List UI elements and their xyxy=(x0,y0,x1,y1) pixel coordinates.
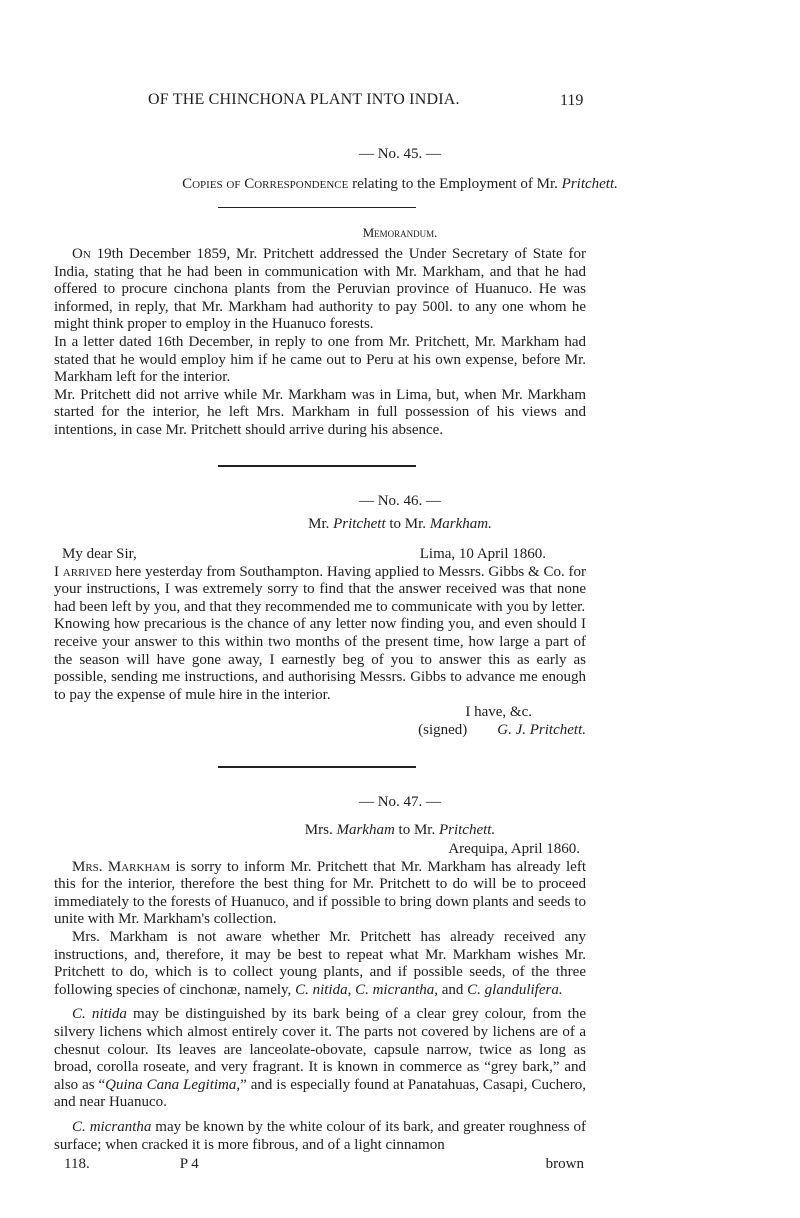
catchword: brown xyxy=(545,1156,584,1172)
section-number-46: — No. 46. — xyxy=(358,493,442,509)
page-footer xyxy=(64,1156,584,1174)
letter-title-46 xyxy=(0,516,800,534)
title-text: Mr. xyxy=(308,516,334,532)
paragraph-text: is sorry to inform Mr. Pritchett that Mr. Markham has already left this for the interior, therefore the best thing for Mr. Pritchett to do will be to proceed immediately to the forests of Huanuco, and if possible to bring down plants and seeds to unite with Mr. Markham's collection. xyxy=(54,858,586,928)
paragraph-lead: Mrs. Markham xyxy=(72,858,171,875)
section-number-45: — No. 45. — xyxy=(358,146,442,162)
title-name: Markham xyxy=(336,822,395,838)
species-name: C. nitida xyxy=(72,1006,127,1023)
section-caption-45 xyxy=(0,176,800,194)
paragraph-text: here yesterday from Southampton. Having applied to Messrs. Gibbs & Co. for your instructions, I was extremely sorry to find that the answer received was that none had been left by you, and that they recommended me to communicate with you by letter. xyxy=(54,563,586,615)
paragraph-lead: On xyxy=(72,246,91,262)
paragraph-text: 19th December 1859, Mr. Pritchett addressed the Under Secretary of State for India, stating that he had been in communication with Mr. Markham, and that he had offered to procure cinchona plants from the Peruvian province of Huanuco. He was informed, in reply, that Mr. Markham had authority to pay 500l. to any one whom he might think proper to employ in the Huanuco forests. xyxy=(54,246,586,333)
separator: , xyxy=(347,981,356,998)
paragraph-text: may be known by the white colour of its bark, and greater roughness of surface; when cracked it is more fibrous, and of a light cinnamon xyxy=(54,1118,586,1153)
place-date: Lima, 10 April 1860. xyxy=(419,546,546,562)
species-name: C. micrantha xyxy=(355,981,435,998)
caption-small-caps: Copies of Correspondence xyxy=(182,176,349,192)
caption-name: Pritchett. xyxy=(561,176,618,192)
memorandum-body xyxy=(54,246,586,440)
species-name: C. nitida xyxy=(295,981,348,998)
title-text: to Mr. xyxy=(394,822,439,838)
caption-text: relating to the Employment of Mr. xyxy=(348,176,562,192)
letter-47-body xyxy=(54,841,586,1154)
paragraph: Mr. Pritchett did not arrive while Mr. Markham was in Lima, but, when Mr. Markham started for the interior, he left Mrs. Markham in full possession of his views and intentions, in case Mr. Pritchett should arrive during his absence. xyxy=(54,386,586,438)
salutation: My dear Sir, xyxy=(62,546,137,562)
title-text: to Mr. xyxy=(385,516,430,532)
divider-rule xyxy=(218,207,416,208)
title-name: Markham. xyxy=(429,516,492,532)
paragraph-lead: I arrived xyxy=(54,563,112,580)
signed-label: (signed) xyxy=(418,721,468,738)
salutation-row xyxy=(54,546,586,564)
paragraph xyxy=(54,929,586,999)
page-number: 119 xyxy=(560,92,584,109)
title-name: Pritchett xyxy=(333,516,386,532)
separator: , and xyxy=(434,981,468,998)
running-title: OF THE CHINCHONA PLANT INTO INDIA. xyxy=(148,91,460,108)
paragraph: In a letter dated 16th December, in reply to one from Mr. Pritchett, Mr. Markham had stated that he would employ him if he came out to Peru at his own expense, before Mr. Markham left for the interior. xyxy=(54,333,586,386)
paragraph xyxy=(54,859,586,929)
species-name: C. glandulifera. xyxy=(467,981,563,998)
paragraph xyxy=(54,564,586,617)
paragraph-text: ,” and is especially found at Panatahuas, Casapi, Cuchero, and near Huanuco. xyxy=(54,1076,587,1111)
paragraph xyxy=(54,1119,586,1154)
paragraph xyxy=(54,1006,586,1112)
signature-mark: P 4 xyxy=(179,1156,199,1172)
paragraph: Knowing how precarious is the chance of any letter now finding you, and even should I receive your answer to this within two months of the present time, how large a part of the season will have gone away, I earnestly beg of you to answer this as early as possible, sending me instructions, and authorising Messrs. Gibbs to advance me enough to pay the expense of mule hire in the interior. xyxy=(54,616,586,703)
species-name: C. micrantha xyxy=(72,1118,152,1135)
quoted-name: Quina Cana Legitima xyxy=(105,1076,237,1093)
closing: I have, &c. xyxy=(465,704,532,721)
title-text: Mrs. xyxy=(304,822,337,838)
footer-left: 118. xyxy=(64,1156,90,1172)
paragraph-text: Mrs. Markham is not aware whether Mr. Pritchett has already received any instructions, and, therefore, it may be best to repeat what Mr. Markham wishes Mr. Pritchett to do, which is to collect young plants, and if possible seeds, of the three following species of cinchonæ, namely, xyxy=(54,928,586,998)
letter-46-body xyxy=(54,546,586,740)
title-name: Pritchett. xyxy=(438,822,496,838)
signature-line xyxy=(54,722,586,740)
paragraph-text: may be distinguished by its bark being of a clear grey colour, from the silvery lichens which almost entirely cover it. The parts not covered by lichens are of a chesnut colour. Its leaves are lanceolate-obovate, capsule narrow, twice as long as broad, corolla roseate, and very fragrant. It is known in commerce as “grey bark,” and also as “ xyxy=(54,1006,586,1093)
letter-title-47 xyxy=(0,822,800,840)
memorandum-heading: Memorandum. xyxy=(362,225,438,240)
paragraph xyxy=(54,246,586,334)
signature: G. J. Pritchett. xyxy=(497,721,586,738)
place-date: Arequipa, April 1860. xyxy=(448,841,580,857)
divider-rule-thick xyxy=(218,766,416,768)
section-number-47: — No. 47. — xyxy=(358,794,442,810)
divider-rule-thick xyxy=(218,465,416,467)
